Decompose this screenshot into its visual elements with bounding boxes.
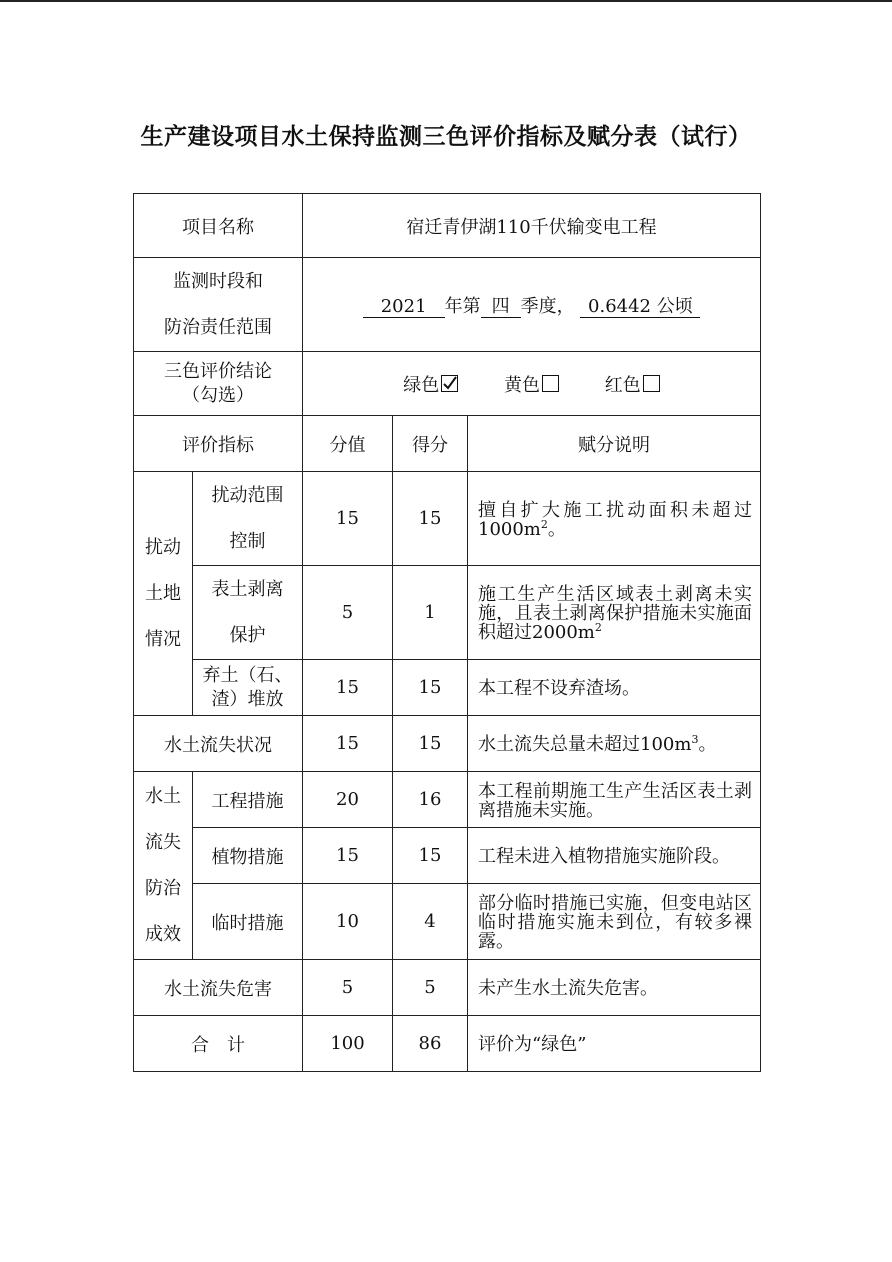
project-value: 宿迁青伊湖110千伏输变电工程 bbox=[303, 194, 761, 258]
table-row bbox=[134, 828, 761, 884]
row-name: 工程措施 bbox=[193, 772, 303, 828]
table-row bbox=[134, 566, 761, 660]
period-label-line2: 防治责任范围 bbox=[164, 316, 272, 338]
option-green-label: 绿色 bbox=[403, 374, 440, 396]
top-border-line bbox=[0, 0, 892, 2]
row-name-line1: 表土剥离 bbox=[211, 578, 284, 600]
row-name bbox=[193, 660, 303, 716]
row-name: 水土流失状况 bbox=[134, 716, 303, 772]
row-desc-tail: 。 bbox=[547, 518, 566, 540]
row-desc-sup: 2 bbox=[540, 517, 548, 531]
row-name: 临时措施 bbox=[193, 884, 303, 960]
row-score: 20 bbox=[303, 772, 393, 828]
total-got: 86 bbox=[393, 1016, 468, 1072]
period-label bbox=[134, 258, 303, 352]
table-row bbox=[134, 472, 761, 566]
row-desc: 工程未进入植物措施实施阶段。 bbox=[468, 828, 761, 884]
conclusion-row bbox=[134, 352, 761, 416]
total-label: 合 计 bbox=[134, 1016, 303, 1072]
group-measures-line2: 流失 bbox=[145, 831, 181, 853]
row-desc bbox=[468, 472, 761, 566]
row-desc-text: 水土流失总量未超过100m bbox=[478, 734, 692, 755]
conclusion-label bbox=[134, 352, 303, 416]
row-name-line2: 保护 bbox=[229, 624, 266, 646]
row-name-line1: 弃土（石、 bbox=[202, 664, 293, 686]
period-area-value: 0.6442 bbox=[588, 295, 651, 317]
header-row bbox=[134, 416, 761, 472]
row-name-line2: 控制 bbox=[229, 530, 266, 552]
group-measures-line1: 水土 bbox=[145, 785, 181, 807]
row-name-line1: 扰动范围 bbox=[211, 484, 284, 506]
row-score: 15 bbox=[303, 472, 393, 566]
row-got: 15 bbox=[393, 472, 468, 566]
row-desc: 未产生水土流失危害。 bbox=[468, 960, 761, 1016]
table-row bbox=[134, 884, 761, 960]
row-got: 5 bbox=[393, 960, 468, 1016]
checkmark-icon bbox=[442, 376, 457, 391]
total-desc: 评价为“绿色” bbox=[468, 1016, 761, 1072]
row-got: 1 bbox=[393, 566, 468, 660]
period-year: 2021 bbox=[363, 297, 445, 318]
group-measures-line4: 成效 bbox=[145, 923, 181, 945]
period-label-line1: 监测时段和 bbox=[173, 270, 263, 292]
period-quarter: 四 bbox=[481, 297, 521, 318]
period-row bbox=[134, 258, 761, 352]
row-score: 15 bbox=[303, 828, 393, 884]
group-disturb-line3: 情况 bbox=[145, 628, 181, 650]
row-name: 植物措施 bbox=[193, 828, 303, 884]
row-got: 15 bbox=[393, 828, 468, 884]
document-title: 生产建设项目水土保持监测三色评价指标及赋分表（试行） bbox=[140, 123, 752, 150]
header-indicator: 评价指标 bbox=[134, 416, 303, 472]
row-score: 10 bbox=[303, 884, 393, 960]
row-score: 5 bbox=[303, 566, 393, 660]
row-desc bbox=[468, 566, 761, 660]
checkbox-yellow[interactable] bbox=[542, 375, 559, 392]
row-desc-text: 擅自扩大施工扰动面积未超过1000m bbox=[478, 499, 753, 540]
row-name: 水土流失危害 bbox=[134, 960, 303, 1016]
option-green[interactable] bbox=[403, 375, 458, 396]
header-explain: 赋分说明 bbox=[468, 416, 761, 472]
row-name bbox=[193, 472, 303, 566]
row-score: 5 bbox=[303, 960, 393, 1016]
option-yellow-label: 黄色 bbox=[504, 374, 540, 396]
table-row bbox=[134, 960, 761, 1016]
group-disturb-label bbox=[134, 472, 193, 716]
conclusion-label-line2: （勾选） bbox=[182, 384, 254, 406]
option-red[interactable] bbox=[605, 375, 660, 396]
row-desc-text: 施工生产生活区域表土剥离未实施，且表土剥离保护措施未实施面积超过2000m bbox=[478, 584, 753, 643]
table-row bbox=[134, 660, 761, 716]
checkbox-green-checked[interactable] bbox=[441, 375, 458, 392]
group-disturb-line1: 扰动 bbox=[145, 536, 181, 558]
period-area-unit: 公顷 bbox=[656, 295, 693, 317]
row-score: 15 bbox=[303, 716, 393, 772]
header-score: 分值 bbox=[303, 416, 393, 472]
row-name bbox=[193, 566, 303, 660]
row-got: 15 bbox=[393, 660, 468, 716]
period-quarter-suffix: 季度， bbox=[520, 295, 575, 317]
row-desc-sup: 2 bbox=[594, 621, 602, 634]
option-yellow[interactable] bbox=[504, 375, 559, 396]
row-got: 4 bbox=[393, 884, 468, 960]
row-desc: 本工程前期施工生产生活区表土剥离措施未实施。 bbox=[468, 772, 761, 828]
row-desc-tail: 。 bbox=[698, 734, 717, 755]
table-row bbox=[134, 716, 761, 772]
project-label: 项目名称 bbox=[134, 194, 303, 258]
group-disturb-line2: 土地 bbox=[145, 582, 181, 604]
row-desc: 部分临时措施已实施，但变电站区临时措施实施未到位，有较多裸露。 bbox=[468, 884, 761, 960]
period-year-suffix: 年第 bbox=[444, 295, 481, 317]
row-desc bbox=[468, 716, 761, 772]
period-value bbox=[303, 258, 761, 352]
row-desc: 本工程不设弃渣场。 bbox=[468, 660, 761, 716]
row-name-line2: 渣）堆放 bbox=[211, 688, 284, 710]
row-got: 16 bbox=[393, 772, 468, 828]
row-desc-sup: 3 bbox=[691, 733, 699, 746]
conclusion-label-line1: 三色评价结论 bbox=[164, 360, 272, 382]
total-score: 100 bbox=[303, 1016, 393, 1072]
total-row bbox=[134, 1016, 761, 1072]
checkbox-red[interactable] bbox=[643, 375, 660, 392]
project-row bbox=[134, 194, 761, 258]
row-score: 15 bbox=[303, 660, 393, 716]
row-got: 15 bbox=[393, 716, 468, 772]
header-got: 得分 bbox=[393, 416, 468, 472]
period-area bbox=[580, 297, 700, 318]
group-measures-label bbox=[134, 772, 193, 960]
table-row bbox=[134, 772, 761, 828]
evaluation-table bbox=[133, 193, 761, 1072]
option-red-label: 红色 bbox=[604, 374, 641, 396]
conclusion-options bbox=[303, 352, 761, 416]
group-measures-line3: 防治 bbox=[145, 877, 181, 899]
